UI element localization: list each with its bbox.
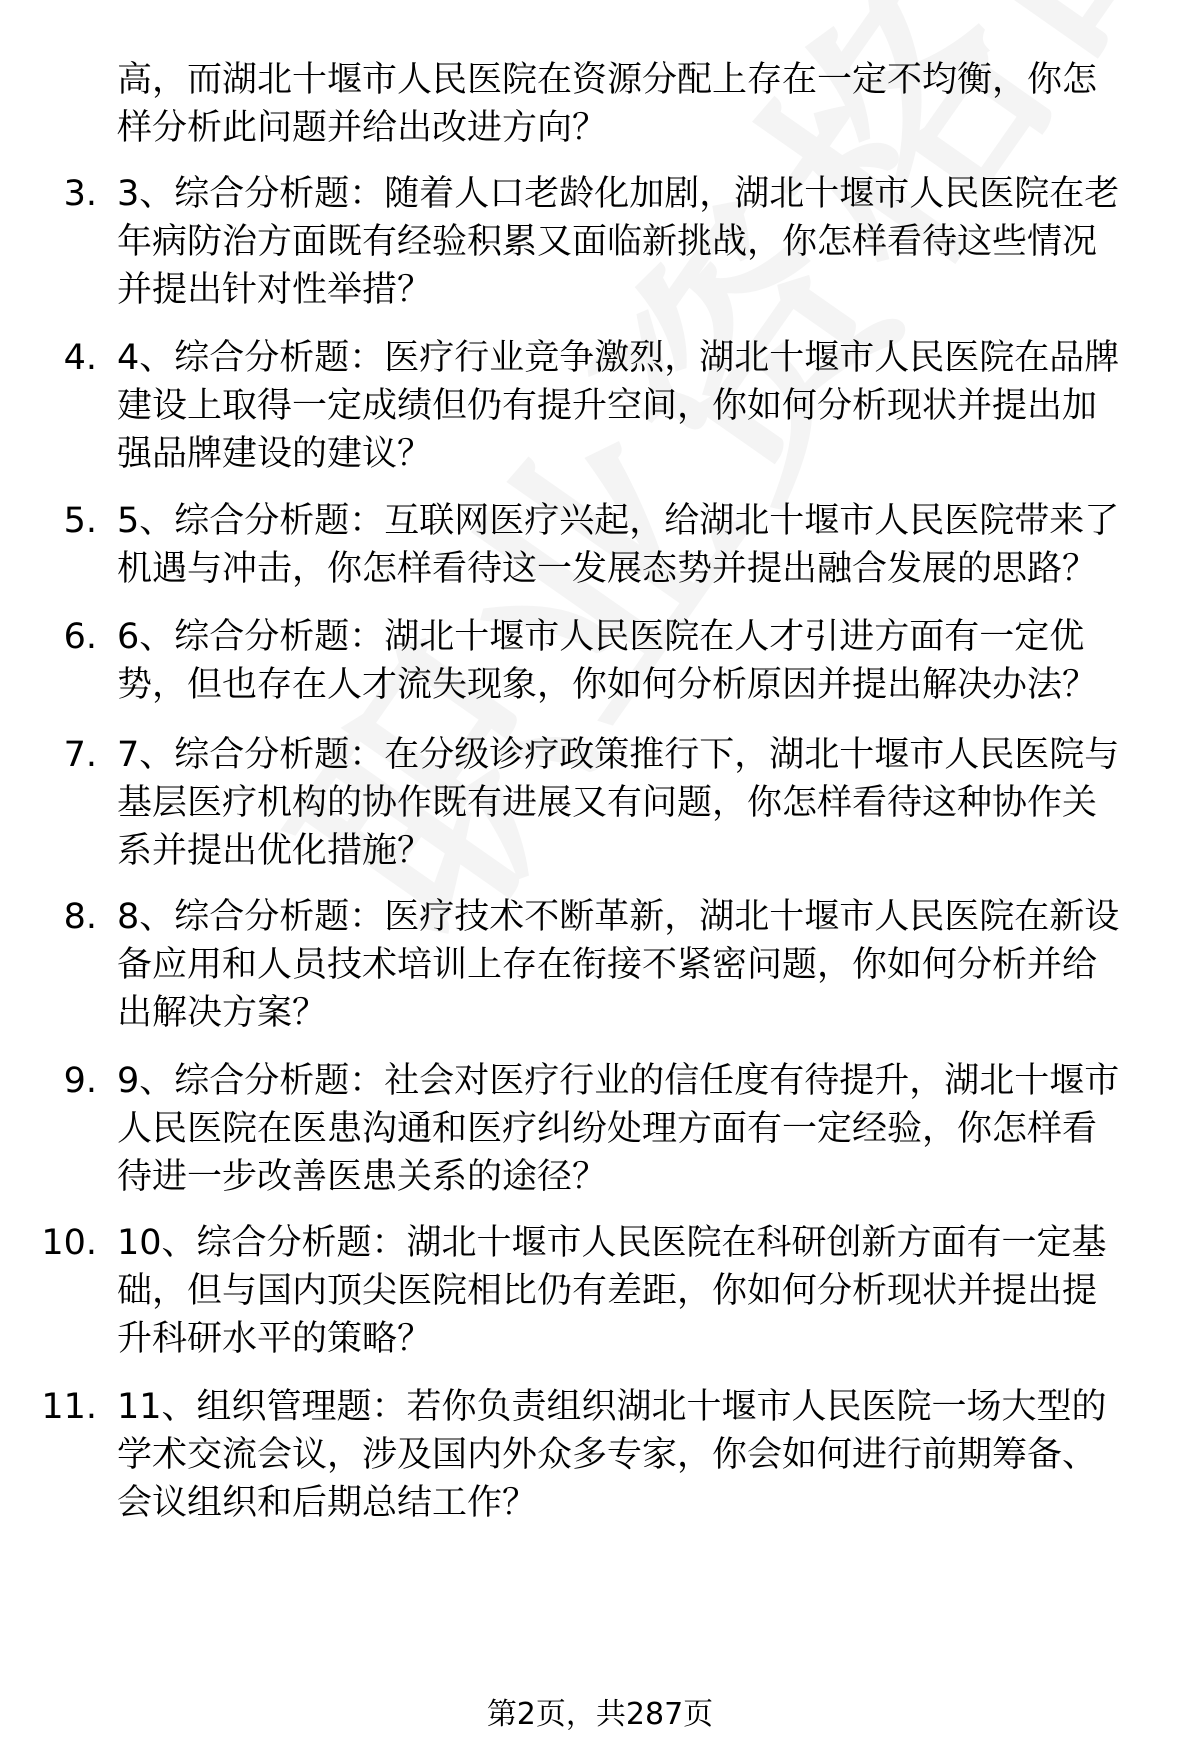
- question-number: 8.: [63, 897, 97, 937]
- question-text: 11、组织管理题：若你负责组织湖北十堰市人民医院一场大型的 学术交流会议，涉及国内外众多专家，你会如何进行前期筹备、 会议组织和后期总结工作？: [117, 1387, 1107, 1523]
- page-footer: 第2页，共287页: [486, 1697, 714, 1732]
- question-text: 5、综合分析题：互联网医疗兴起，给湖北十堰市人民医院带来了 机遇与冲击，你怎样看待这一发展态势并提出融合发展的思路？: [117, 501, 1120, 589]
- question-text: 6、综合分析题：湖北十堰市人民医院在人才引进方面有一定优 势，但也存在人才流失现象，你如何分析原因并提出解决办法？: [117, 617, 1098, 705]
- question-text: 4、综合分析题：医疗行业竞争激烈，湖北十堰市人民医院在品牌 建设上取得一定成绩但仍有提升空间，你如何分析现状并提出加 强品牌建设的建议？: [117, 338, 1120, 474]
- question-number: 7.: [63, 735, 97, 775]
- question-number: 6.: [63, 617, 97, 657]
- question-text: 10、综合分析题：湖北十堰市人民医院在科研创新方面有一定基 础，但与国内顶尖医院相比仍有差距，你如何分析现状并提出提 升科研水平的策略？: [117, 1223, 1107, 1359]
- question-number: 3.: [63, 174, 97, 214]
- question-text: 7、综合分析题：在分级诊疗政策推行下，湖北十堰市人民医院与 基层医疗机构的协作既有进展又有问题，你怎样看待这种协作关 系并提出优化措施？: [117, 735, 1120, 871]
- question-text: 9、综合分析题：社会对医疗行业的信任度有待提升，湖北十堰市 人民医院在医患沟通和医疗纠纷处理方面有一定经验，你怎样看 待进一步改善医患关系的途径？: [117, 1061, 1120, 1197]
- question-number: 10.: [41, 1223, 97, 1263]
- question-number: 5.: [63, 501, 97, 541]
- question-text: 高，而湖北十堰市人民医院在资源分配上存在一定不均衡，你怎 样分析此问题并给出改进方向？: [117, 60, 1098, 148]
- question-number: 9.: [63, 1061, 97, 1101]
- question-number: 4.: [63, 338, 97, 378]
- question-number: 11.: [41, 1387, 97, 1427]
- question-text: 3、综合分析题：随着人口老龄化加剧，湖北十堰市人民医院在老 年病防治方面既有经验积累又面临新挑战，你怎样看待这些情况 并提出针对性举措？: [117, 174, 1120, 310]
- question-text: 8、综合分析题：医疗技术不断革新，湖北十堰市人民医院在新设 备应用和人员技术培训上存在衔接不紧密问题，你如何分析并给 出解决方案？: [117, 897, 1120, 1033]
